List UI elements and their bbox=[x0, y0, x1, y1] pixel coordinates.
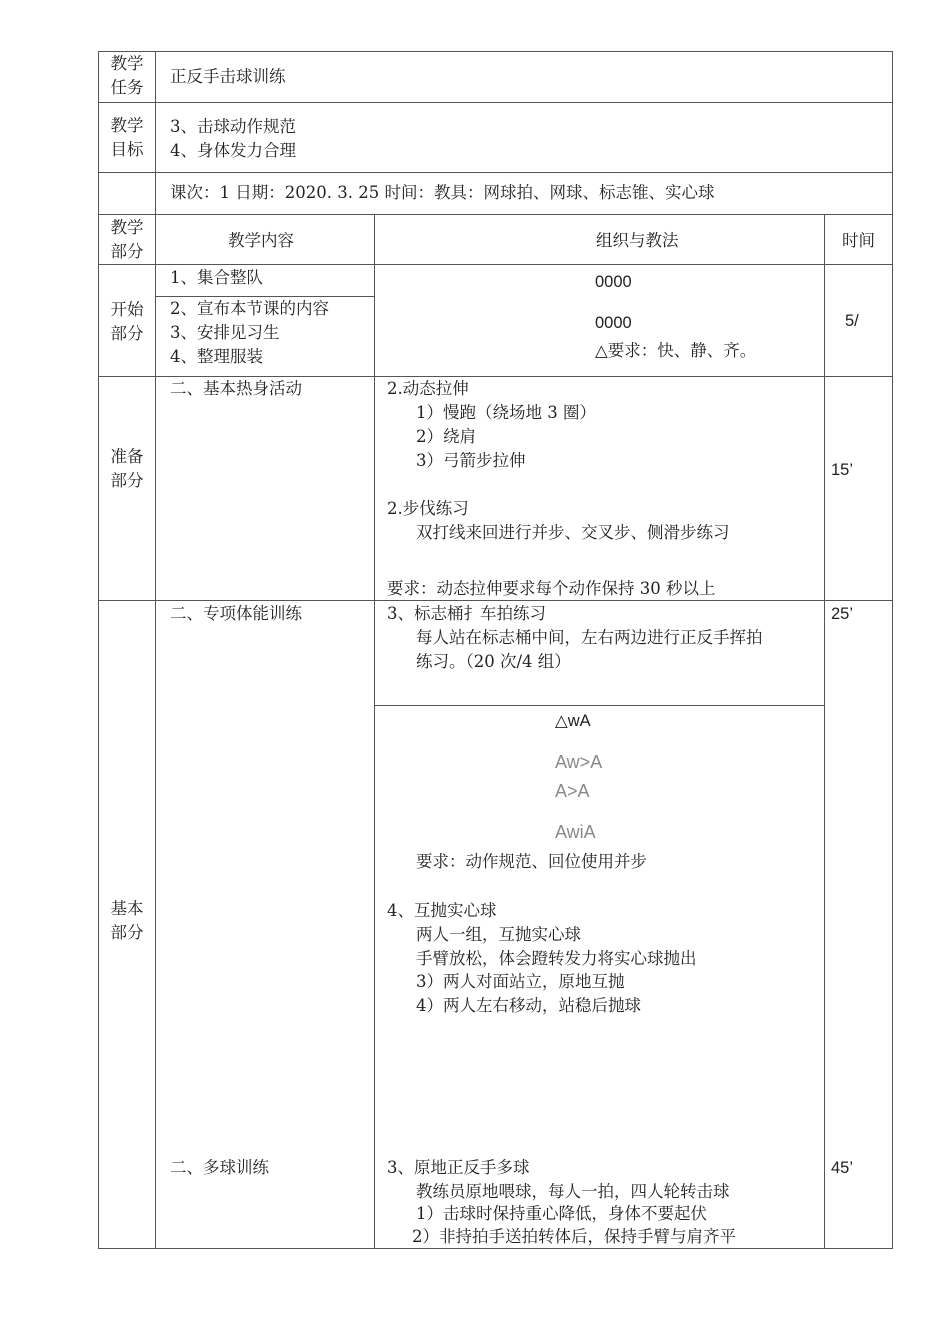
prepare-label-line2: 部分 bbox=[110, 471, 144, 490]
diagram-line-4: AwiA bbox=[555, 822, 596, 842]
prepare-title-1: 2.动态拉伸 bbox=[387, 379, 469, 398]
basic-block2-line3: 3）两人对面站立，原地互抛 bbox=[416, 972, 625, 991]
goal-item-1: 3、击球动作规范 bbox=[170, 117, 296, 136]
header-content: 教学内容 bbox=[228, 231, 294, 250]
start-time: 5/ bbox=[845, 312, 859, 330]
start-label-line2: 部分 bbox=[110, 324, 144, 343]
basic-label-line2: 部分 bbox=[110, 923, 144, 942]
start-item-3: 3、安排见习生 bbox=[170, 323, 280, 342]
rule bbox=[98, 264, 893, 265]
header-part-line1: 教学 bbox=[110, 218, 144, 237]
basic-block2-line1: 两人一组，互抛实心球 bbox=[416, 925, 581, 944]
basic-block1-line1: 每人站在标志桶中间，左右两边进行正反手挥拍 bbox=[416, 628, 763, 647]
basic-block1-title: 3、标志桶扌车拍练习 bbox=[387, 604, 546, 623]
header-method: 组织与教法 bbox=[596, 231, 679, 250]
rule bbox=[98, 1248, 893, 1249]
rule bbox=[155, 296, 374, 297]
rule bbox=[892, 51, 893, 1249]
start-formation-2: 0000 bbox=[595, 314, 632, 332]
diagram-requirement: 要求：动作规范、回位使用并步 bbox=[416, 852, 647, 871]
start-item-2: 2、宣布本节课的内容 bbox=[170, 299, 329, 318]
basic-content-2: 二、多球训练 bbox=[170, 1158, 269, 1177]
task-label bbox=[99, 52, 155, 100]
rule bbox=[155, 51, 156, 1249]
basic-block2-line2: 手臂放松，体会蹬转发力将实心球抛出 bbox=[416, 949, 697, 968]
prepare-label-line1: 准备 bbox=[110, 447, 144, 466]
diagram-line-2: Aw>A bbox=[555, 752, 603, 772]
task-content: 正反手击球训练 bbox=[170, 67, 286, 86]
header-part bbox=[99, 216, 155, 264]
rule bbox=[98, 214, 893, 215]
basic-time-1: 25’ bbox=[831, 605, 854, 623]
basic-label bbox=[99, 897, 155, 945]
prepare-content: 二、基本热身活动 bbox=[170, 379, 302, 398]
start-label bbox=[99, 298, 155, 346]
prepare-label bbox=[99, 445, 155, 493]
basic-label-line1: 基本 bbox=[110, 899, 144, 918]
rule bbox=[824, 214, 825, 1249]
goal-label-line1: 教学 bbox=[110, 116, 144, 135]
rule bbox=[98, 51, 893, 52]
rule bbox=[98, 102, 893, 103]
rule bbox=[98, 600, 893, 601]
start-formation-1: 0000 bbox=[595, 273, 632, 291]
basic-block3-line3: 2）非持拍手送拍转体后，保持手臂与肩齐平 bbox=[412, 1227, 736, 1246]
goal-label-line2: 目标 bbox=[110, 140, 144, 159]
prepare-step-3: 3）弓箭步拉伸 bbox=[416, 451, 526, 470]
prepare-step-1: 1）慢跑（绕场地 3 圈） bbox=[416, 403, 596, 422]
prepare-time: 15’ bbox=[831, 461, 854, 479]
task-label-line2: 任务 bbox=[110, 78, 144, 97]
basic-block3-title: 3、原地正反手多球 bbox=[387, 1158, 530, 1177]
diagram-line-3: A>A bbox=[555, 781, 590, 801]
basic-block2-title: 4、互抛实心球 bbox=[387, 901, 497, 920]
header-part-line2: 部分 bbox=[110, 242, 144, 261]
diagram-line-1: △wA bbox=[555, 712, 591, 730]
rule bbox=[374, 214, 375, 1249]
rule bbox=[98, 376, 893, 377]
prepare-title-2: 2.步伐练习 bbox=[387, 499, 469, 518]
start-item-1: 1、集合整队 bbox=[170, 268, 263, 287]
task-label-line1: 教学 bbox=[110, 54, 144, 73]
start-item-4: 4、整理服装 bbox=[170, 347, 263, 366]
basic-block2-line4: 4）两人左右移动，站稳后抛球 bbox=[416, 996, 641, 1015]
basic-block3-line2: 1）击球时保持重心降低，身体不要起伏 bbox=[416, 1204, 707, 1223]
header-time: 时间 bbox=[842, 231, 875, 250]
basic-block1-line2: 练习。（20 次/4 组） bbox=[416, 652, 571, 671]
prepare-requirement: 要求：动态拉伸要求每个动作保持 30 秒以上 bbox=[387, 579, 716, 598]
start-requirement: △要求：快、静、齐。 bbox=[595, 341, 757, 360]
basic-block3-line1: 教练员原地喂球，每人一拍，四人轮转击球 bbox=[416, 1182, 730, 1201]
rule bbox=[98, 172, 893, 173]
prepare-drill: 双打线来回进行并步、交叉步、侧滑步练习 bbox=[416, 523, 730, 542]
start-label-line1: 开始 bbox=[110, 300, 144, 319]
rule bbox=[374, 705, 824, 706]
goal-label bbox=[99, 114, 155, 162]
goal-item-2: 4、身体发力合理 bbox=[170, 141, 296, 160]
lesson-info: 课次：1 日期：2020. 3. 25 时间：教具：网球拍、网球、标志锥、实心球 bbox=[170, 183, 715, 202]
basic-time-2: 45’ bbox=[831, 1159, 854, 1177]
basic-content-1: 二、专项体能训练 bbox=[170, 604, 302, 623]
prepare-step-2: 2）绕肩 bbox=[416, 427, 476, 446]
